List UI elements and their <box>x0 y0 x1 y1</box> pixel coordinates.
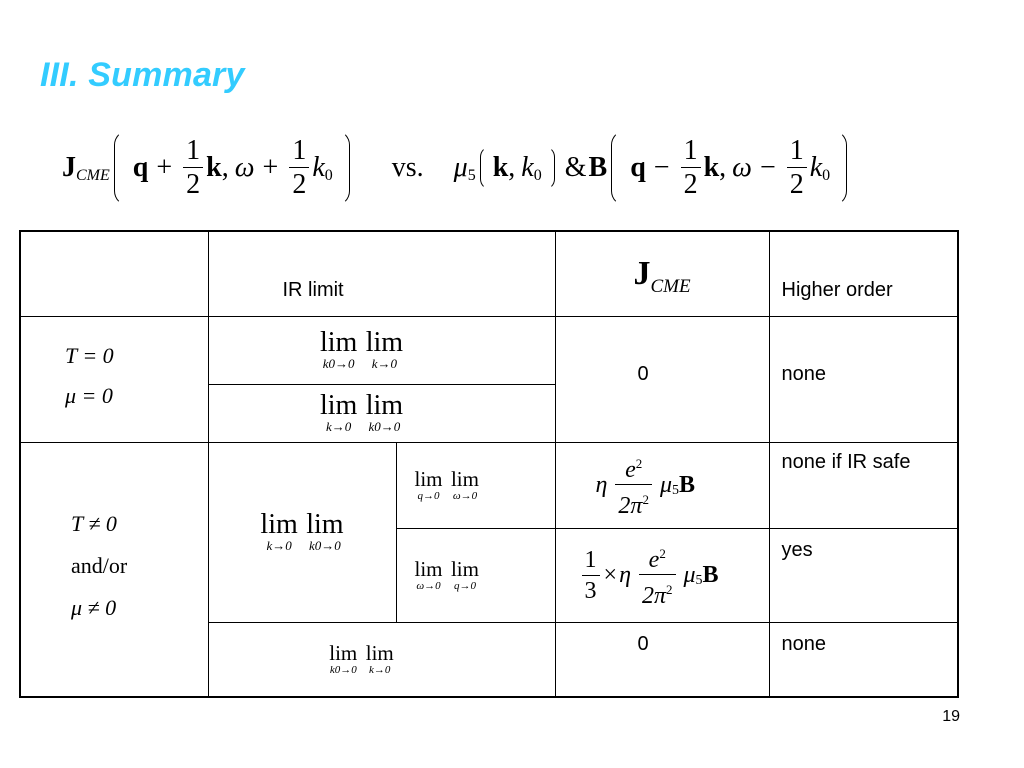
lim-k0 <box>306 511 343 553</box>
vs-label: vs. <box>391 152 424 183</box>
comma: , <box>719 152 727 183</box>
half-fraction <box>787 135 807 202</box>
plus-sign: + <box>262 152 279 183</box>
higher-order-cell <box>769 622 958 697</box>
cme-subscript: CME <box>650 275 691 297</box>
jcme-cell <box>555 316 769 442</box>
higher-order-cell <box>769 528 958 622</box>
fraction-numerator: 1 <box>186 134 201 166</box>
lim-word: lim <box>365 327 404 358</box>
lim-subscript: k→0 <box>266 538 292 553</box>
q-symbol: q <box>630 152 646 183</box>
page-number: 19 <box>942 708 960 725</box>
ir-limit-outer-cell <box>208 442 396 622</box>
fraction-denominator: 2 <box>183 167 203 202</box>
mu-equals-zero: μ = 0 <box>65 382 113 408</box>
lim-subscript: k→0 <box>369 664 391 677</box>
e-symbol: e <box>625 456 636 483</box>
table-header-row <box>20 231 958 316</box>
jcme-value: 0 <box>637 362 649 385</box>
omega-symbol: ω <box>732 152 752 183</box>
mu-symbol: μ <box>453 152 468 183</box>
jcme-value: 0 <box>637 632 649 655</box>
zero-subscript: 0 <box>533 167 542 184</box>
higher-order-value: none <box>781 362 827 385</box>
mu-symbol: μ <box>659 471 672 498</box>
fraction-numerator <box>622 450 645 484</box>
header-empty-cell <box>20 231 208 316</box>
exponent: 2 <box>666 581 673 597</box>
e2-over-2pi2 <box>639 540 676 611</box>
table-row <box>20 316 958 384</box>
fraction-denominator <box>615 484 652 521</box>
higher-order-value: none if IR safe <box>781 450 911 473</box>
b-symbol: B <box>702 561 719 588</box>
fraction-denominator: 2 <box>681 167 701 202</box>
lim-q <box>451 558 479 592</box>
lim-word: lim <box>319 327 358 358</box>
condition-nonzero-cell <box>20 442 208 697</box>
header-jcme <box>555 231 769 316</box>
lim-k <box>320 392 357 434</box>
lim-word: lim <box>329 641 358 666</box>
eta-symbol: η <box>619 561 631 588</box>
ampersand: & <box>564 152 587 183</box>
higher-order-cell <box>769 316 958 442</box>
k-symbol: k <box>206 152 222 183</box>
five-subscript: 5 <box>695 573 703 588</box>
table-row <box>20 442 958 528</box>
two-pi: 2π <box>618 492 643 519</box>
comma: , <box>508 152 516 183</box>
exponent: 2 <box>635 455 643 471</box>
right-paren <box>832 130 847 206</box>
slide-title: III. Summary <box>40 56 245 94</box>
b-symbol: B <box>588 152 608 183</box>
comma: , <box>221 152 229 183</box>
e-symbol: e <box>648 546 660 573</box>
ir-limit-cell <box>208 316 555 384</box>
lim-subscript: k0→0 <box>368 419 401 434</box>
lim-word: lim <box>260 509 298 540</box>
fraction-numerator: 1 <box>683 134 698 166</box>
fraction-denominator: 3 <box>582 575 600 606</box>
lim-subscript: k0→0 <box>329 664 357 677</box>
half-fraction <box>289 135 309 202</box>
right-paren-small <box>544 146 555 190</box>
lim-word: lim <box>319 390 358 421</box>
lim-subscript: q→0 <box>453 580 476 592</box>
cme-subscript: CME <box>76 167 110 184</box>
lim-k <box>260 511 297 553</box>
omega-symbol: ω <box>234 152 255 183</box>
two-pi: 2π <box>641 582 666 609</box>
summary-formula <box>62 128 851 208</box>
left-paren-small <box>480 146 491 190</box>
fraction-numerator: 1 <box>789 134 804 166</box>
fraction-denominator: 2 <box>787 167 807 202</box>
higher-order-value: yes <box>781 538 813 561</box>
jcme-cell <box>555 622 769 697</box>
left-paren <box>611 130 626 206</box>
ir-limit-inner-cell <box>396 442 555 528</box>
lim-k0 <box>320 329 357 371</box>
summary-table <box>19 230 959 698</box>
lim-k0 <box>366 392 403 434</box>
fraction-numerator: 1 <box>584 546 597 573</box>
lim-k0 <box>329 642 357 676</box>
lim-subscript: k→0 <box>325 419 352 434</box>
fraction-numerator: 1 <box>292 134 307 166</box>
and-or-label: and/or <box>71 552 128 578</box>
ir-limit-cell <box>208 384 555 442</box>
lim-word: lim <box>450 467 479 491</box>
ir-limit-label: IR limit <box>282 278 344 301</box>
eta-symbol: η <box>595 471 608 498</box>
higher-order-label: Higher order <box>781 278 893 301</box>
mu-symbol: μ <box>683 561 696 588</box>
b-symbol: B <box>679 471 696 498</box>
j-symbol: J <box>633 254 651 292</box>
k0-symbol: k <box>521 152 534 183</box>
lim-subscript: k0→0 <box>322 356 355 371</box>
minus-sign: − <box>759 152 776 183</box>
lim-k <box>366 329 403 371</box>
condition-zero-cell <box>20 316 208 442</box>
lim-k <box>366 642 394 676</box>
e2-over-2pi2 <box>615 450 652 521</box>
k-symbol: k <box>492 152 509 183</box>
lim-word: lim <box>306 509 344 540</box>
fraction-numerator <box>646 540 669 574</box>
lim-subscript: k→0 <box>371 356 398 371</box>
plus-sign: + <box>156 152 173 183</box>
fraction-denominator: 2 <box>289 167 309 202</box>
minus-sign: − <box>653 152 670 183</box>
higher-order-cell <box>769 442 958 528</box>
lim-word: lim <box>365 390 404 421</box>
left-paren <box>114 130 129 206</box>
lim-omega <box>451 468 479 502</box>
times-sign: × <box>603 561 618 588</box>
fraction-denominator <box>639 574 676 611</box>
higher-order-value: none <box>781 632 827 655</box>
jcme-cell <box>555 528 769 622</box>
lim-word: lim <box>450 557 479 581</box>
lim-word: lim <box>414 467 443 491</box>
five-subscript: 5 <box>467 167 476 184</box>
exponent: 2 <box>642 491 649 507</box>
jcme-cell <box>555 442 769 528</box>
lim-subscript: ω→0 <box>452 490 478 502</box>
header-ir-limit <box>208 231 555 316</box>
zero-subscript: 0 <box>324 167 333 184</box>
lim-subscript: q→0 <box>417 490 440 502</box>
lim-subscript: k0→0 <box>309 538 341 553</box>
lim-q <box>415 468 443 502</box>
j-symbol: J <box>62 152 76 183</box>
ir-limit-cell <box>208 622 555 697</box>
ir-limit-inner-cell <box>396 528 555 622</box>
lim-subscript: ω→0 <box>416 580 441 592</box>
mu-not-zero: μ ≠ 0 <box>71 594 117 620</box>
one-third <box>582 545 600 606</box>
k-symbol: k <box>703 152 720 183</box>
lim-word: lim <box>414 557 443 581</box>
t-equals-zero: T = 0 <box>65 342 114 368</box>
q-symbol: q <box>132 152 149 183</box>
five-subscript: 5 <box>672 483 679 498</box>
k0-symbol: k <box>312 152 325 183</box>
right-paren <box>335 130 350 206</box>
exponent: 2 <box>659 545 666 561</box>
k0-symbol: k <box>809 152 823 183</box>
lim-word: lim <box>365 641 394 666</box>
half-fraction <box>183 135 203 202</box>
zero-subscript: 0 <box>822 167 831 184</box>
half-fraction <box>681 135 701 202</box>
t-not-zero: T ≠ 0 <box>71 510 117 536</box>
lim-omega <box>415 558 443 592</box>
header-higher-order <box>769 231 958 316</box>
